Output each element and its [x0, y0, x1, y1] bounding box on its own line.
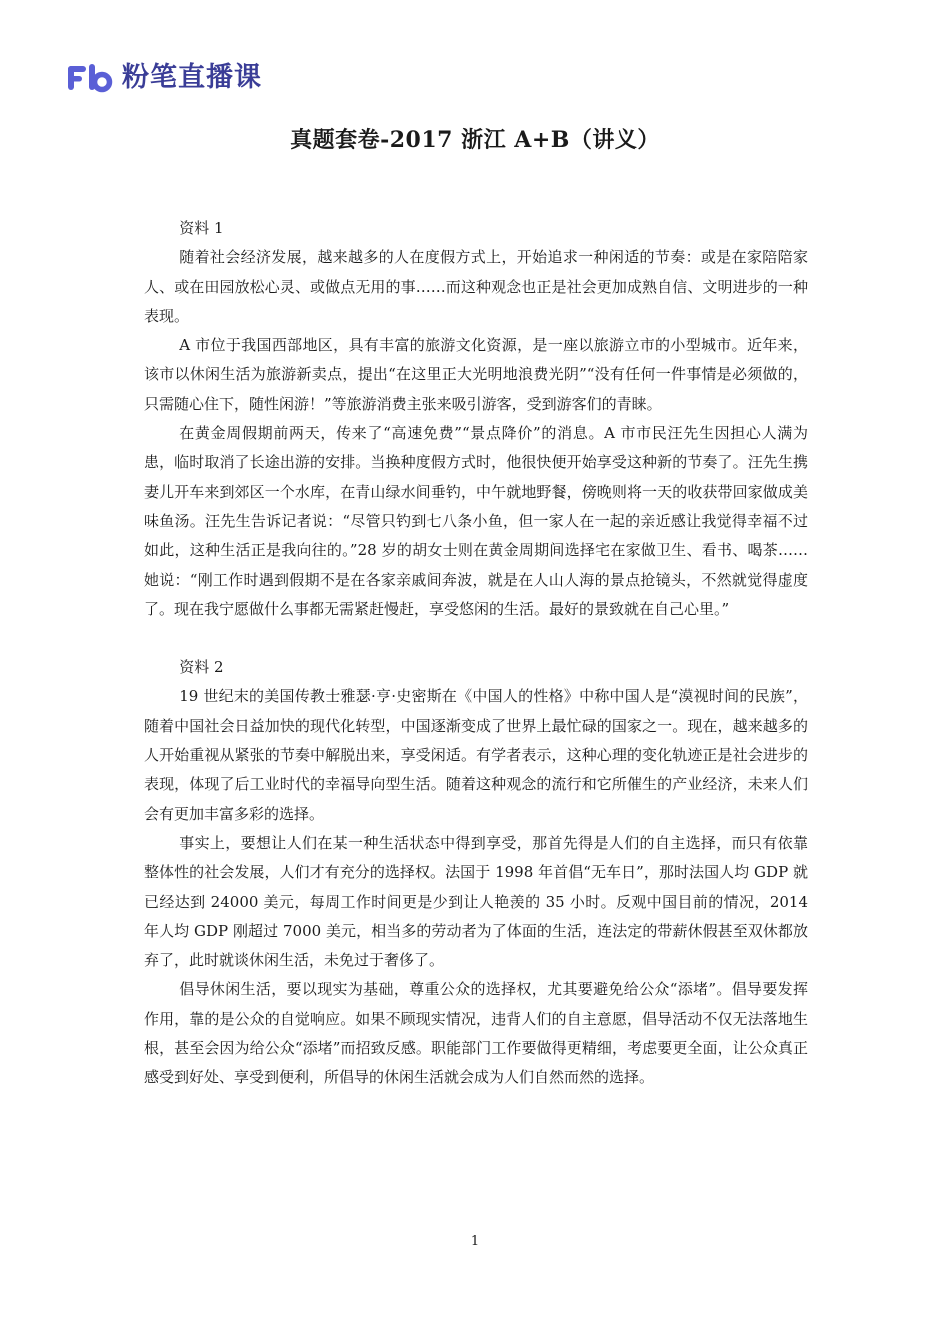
paragraph: 随着社会经济发展，越来越多的人在度假方式上，开始追求一种闲适的节奏：或是在家陪陪家人、或在田园放松心灵、或做点无用的事……而这种观念也正是社会更加成熟自信、文明进步的一种表现。	[144, 248, 808, 325]
material-section-2	[144, 653, 808, 1092]
document-title: 真题套卷-2017 浙江 A+B（讲义）	[290, 127, 660, 153]
paragraph: 在黄金周假期前两天，传来了“高速免费”“景点降价”的消息。A 市市民汪先生因担心人满为患，临时取消了长途出游的安排。当换种度假方式时，他很快便开始享受这种新的节奏了。汪先生携妻儿开车来到郊区一个水库，在青山绿水间垂钓，中午就地野餐，傍晚则将一天的收获带回家做成美味鱼汤。汪先生告诉记者说：“尽管只钓到七八条小鱼，但一家人在一起的亲近感让我觉得幸福不过如此，这种生活正是我向往的。”28 岁的胡女士则在黄金周期间选择宅在家做卫生、看书、喝茶……她说：“刚工作时遇到假期不是在各家亲戚间奔波，就是在人山人海的景点抢镜头，不然就觉得虚度了。现在我宁愿做什么事都无需紧赶慢赶，享受悠闲的生活。最好的景致就在自己心里。”	[144, 424, 808, 618]
paragraph: 倡导休闲生活，要以现实为基础，尊重公众的选择权，尤其要避免给公众“添堵”。倡导要发挥作用，靠的是公众的自觉响应。如果不顾现实情况，违背人们的自主意愿，倡导活动不仅无法落地生根，甚至会因为给公众“添堵”而招致反感。职能部门工作要做得更精细，考虑要更全面，让公众真正感受到好处、享受到便利，所倡导的休闲生活就会成为人们自然而然的选择。	[144, 980, 808, 1087]
material-section-1	[144, 214, 808, 624]
page-number: 1	[470, 1234, 480, 1249]
material-label: 资料 1	[179, 219, 224, 237]
fb-logo-icon	[66, 63, 114, 93]
paragraph: 事实上，要想让人们在某一种生活状态中得到享受，那首先得是人们的自主选择，而只有依靠整体性的社会发展，人们才有充分的选择权。法国于 1998 年首倡“无车日”，那时法国人均 GDP 就已经达到 24000 美元，每周工作时间更是少到让人艳羡的 35 小时。反观中国目前的情况，2014 年人均 GDP 刚超过 7000 美元，相当多的劳动者为了体面的生活，连法定的带薪休假甚至双休都放弃了，此时就谈休闲生活，未免过于奢侈了。	[144, 833, 808, 970]
paragraph: A 市位于我国西部地区，具有丰富的旅游文化资源，是一座以旅游立市的小型城市。近年来，该市以休闲生活为旅游新卖点，提出“在这里正大光明地浪费光阴”“没有任何一件事情是必须做的，只需随心住下，随性闲游！”等旅游消费主张来吸引游客，受到游客们的青睐。	[144, 336, 808, 413]
brand-name: 粉笔直播课	[122, 62, 262, 93]
document-body	[144, 214, 808, 1093]
paragraph: 19 世纪末的美国传教士雅瑟·亨·史密斯在《中国人的性格》中称中国人是“漠视时间的民族”，随着中国社会日益加快的现代化转型，中国逐渐变成了世界上最忙碌的国家之一。现在，越来越多的人开始重视从紧张的节奏中解脱出来，享受闲适。有学者表示，这种心理的变化轨迹正是社会进步的表现，体现了后工业时代的幸福导向型生活。随着这种观念的流行和它所催生的产业经济，未来人们会有更加丰富多彩的选择。	[144, 687, 808, 823]
section-spacer	[144, 624, 808, 653]
brand-logo	[66, 58, 262, 98]
material-label: 资料 2	[179, 658, 224, 677]
